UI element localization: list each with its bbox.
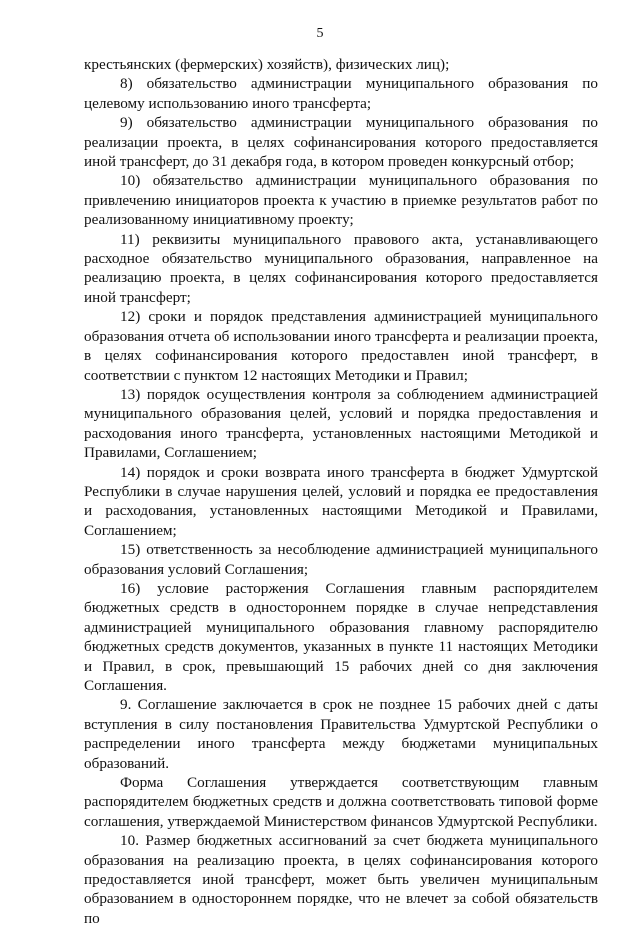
paragraph-item-15: 15) ответственность за несоблюдение администрацией муниципального образования условий Соглашения; [84, 541, 598, 578]
paragraph-item-16: 16) условие расторжения Соглашения главным распорядителем бюджетных средств в одностороннем порядке в случае непредставления администрацией муниципального образования главному распорядителю бюджетных средств документов, указанных в пункте 11 настоящих Методики и Правил, в срок, превышающий 15 рабочих дней со дня заключения Соглашения. [84, 579, 598, 694]
paragraph-item-8: 8) обязательство администрации муниципального образования по целевому использованию иного трансферта; [84, 75, 598, 112]
paragraph-item-9: 9) обязательство администрации муниципального образования по реализации проекта, в целях софинансирования которого предоставляется иной трансферт, до 31 декабря года, в котором проведен конкурсный отбор; [84, 114, 598, 171]
paragraph-section-10: 10. Размер бюджетных ассигнований за счет бюджета муниципального образования на реализацию проекта, в целях софинансирования которого предоставляется иной трансферт, может быть увеличен муниципальным образованием в одностороннем порядке, что не влечет за собой обязательств по [84, 832, 598, 927]
paragraph-item-11: 11) реквизиты муниципального правового акта, устанавливающего расходное обязательство муниципального образования, направленное на реализацию проекта, в целях софинансирования которого предоставляется иной трансферт; [84, 230, 598, 306]
paragraph-agreement-form: Форма Соглашения утверждается соответствующим главным распорядителем бюджетных средств и должна соответствовать типовой форме соглашения, утверждаемой Министерством финансов Удмуртской Республики. [84, 774, 598, 830]
page-number: 5 [316, 26, 324, 41]
paragraph-item-14: 14) порядок и сроки возврата иного трансферта в бюджет Удмуртской Республики в случае нарушения целей, условий и порядка ее предоставления и расходования, установленных настоящими Методикой и Правилами, Соглашением; [84, 463, 598, 539]
paragraph-continuation: крестьянских (фермерских) хозяйств), физических лиц); [84, 56, 450, 73]
paragraph-section-9: 9. Соглашение заключается в срок не позднее 15 рабочих дней с даты вступления в силу постановления Правительства Удмуртской Республики о распределении иного трансферта между бюджетами муниципальных образований. [84, 696, 598, 772]
document-body [84, 55, 598, 928]
paragraph-item-12: 12) сроки и порядок представления администрацией муниципального образования отчета об использовании иного трансферта и реализации проекта, в целях софинансирования которого предоставлен иной трансферт, в соответствии с пунктом 12 настоящих Методики и Правил; [84, 308, 598, 384]
paragraph-item-13: 13) порядок осуществления контроля за соблюдением администрацией муниципального образования целей, условий и порядка предоставления и расходования иного трансферта, установленных настоящими Методикой и Правилами, Соглашением; [84, 385, 598, 462]
paragraph-item-10: 10) обязательство администрации муниципального образования по привлечению инициаторов проекта к участию в приемке результатов работ по реализованному инициативному проекту; [84, 172, 598, 229]
